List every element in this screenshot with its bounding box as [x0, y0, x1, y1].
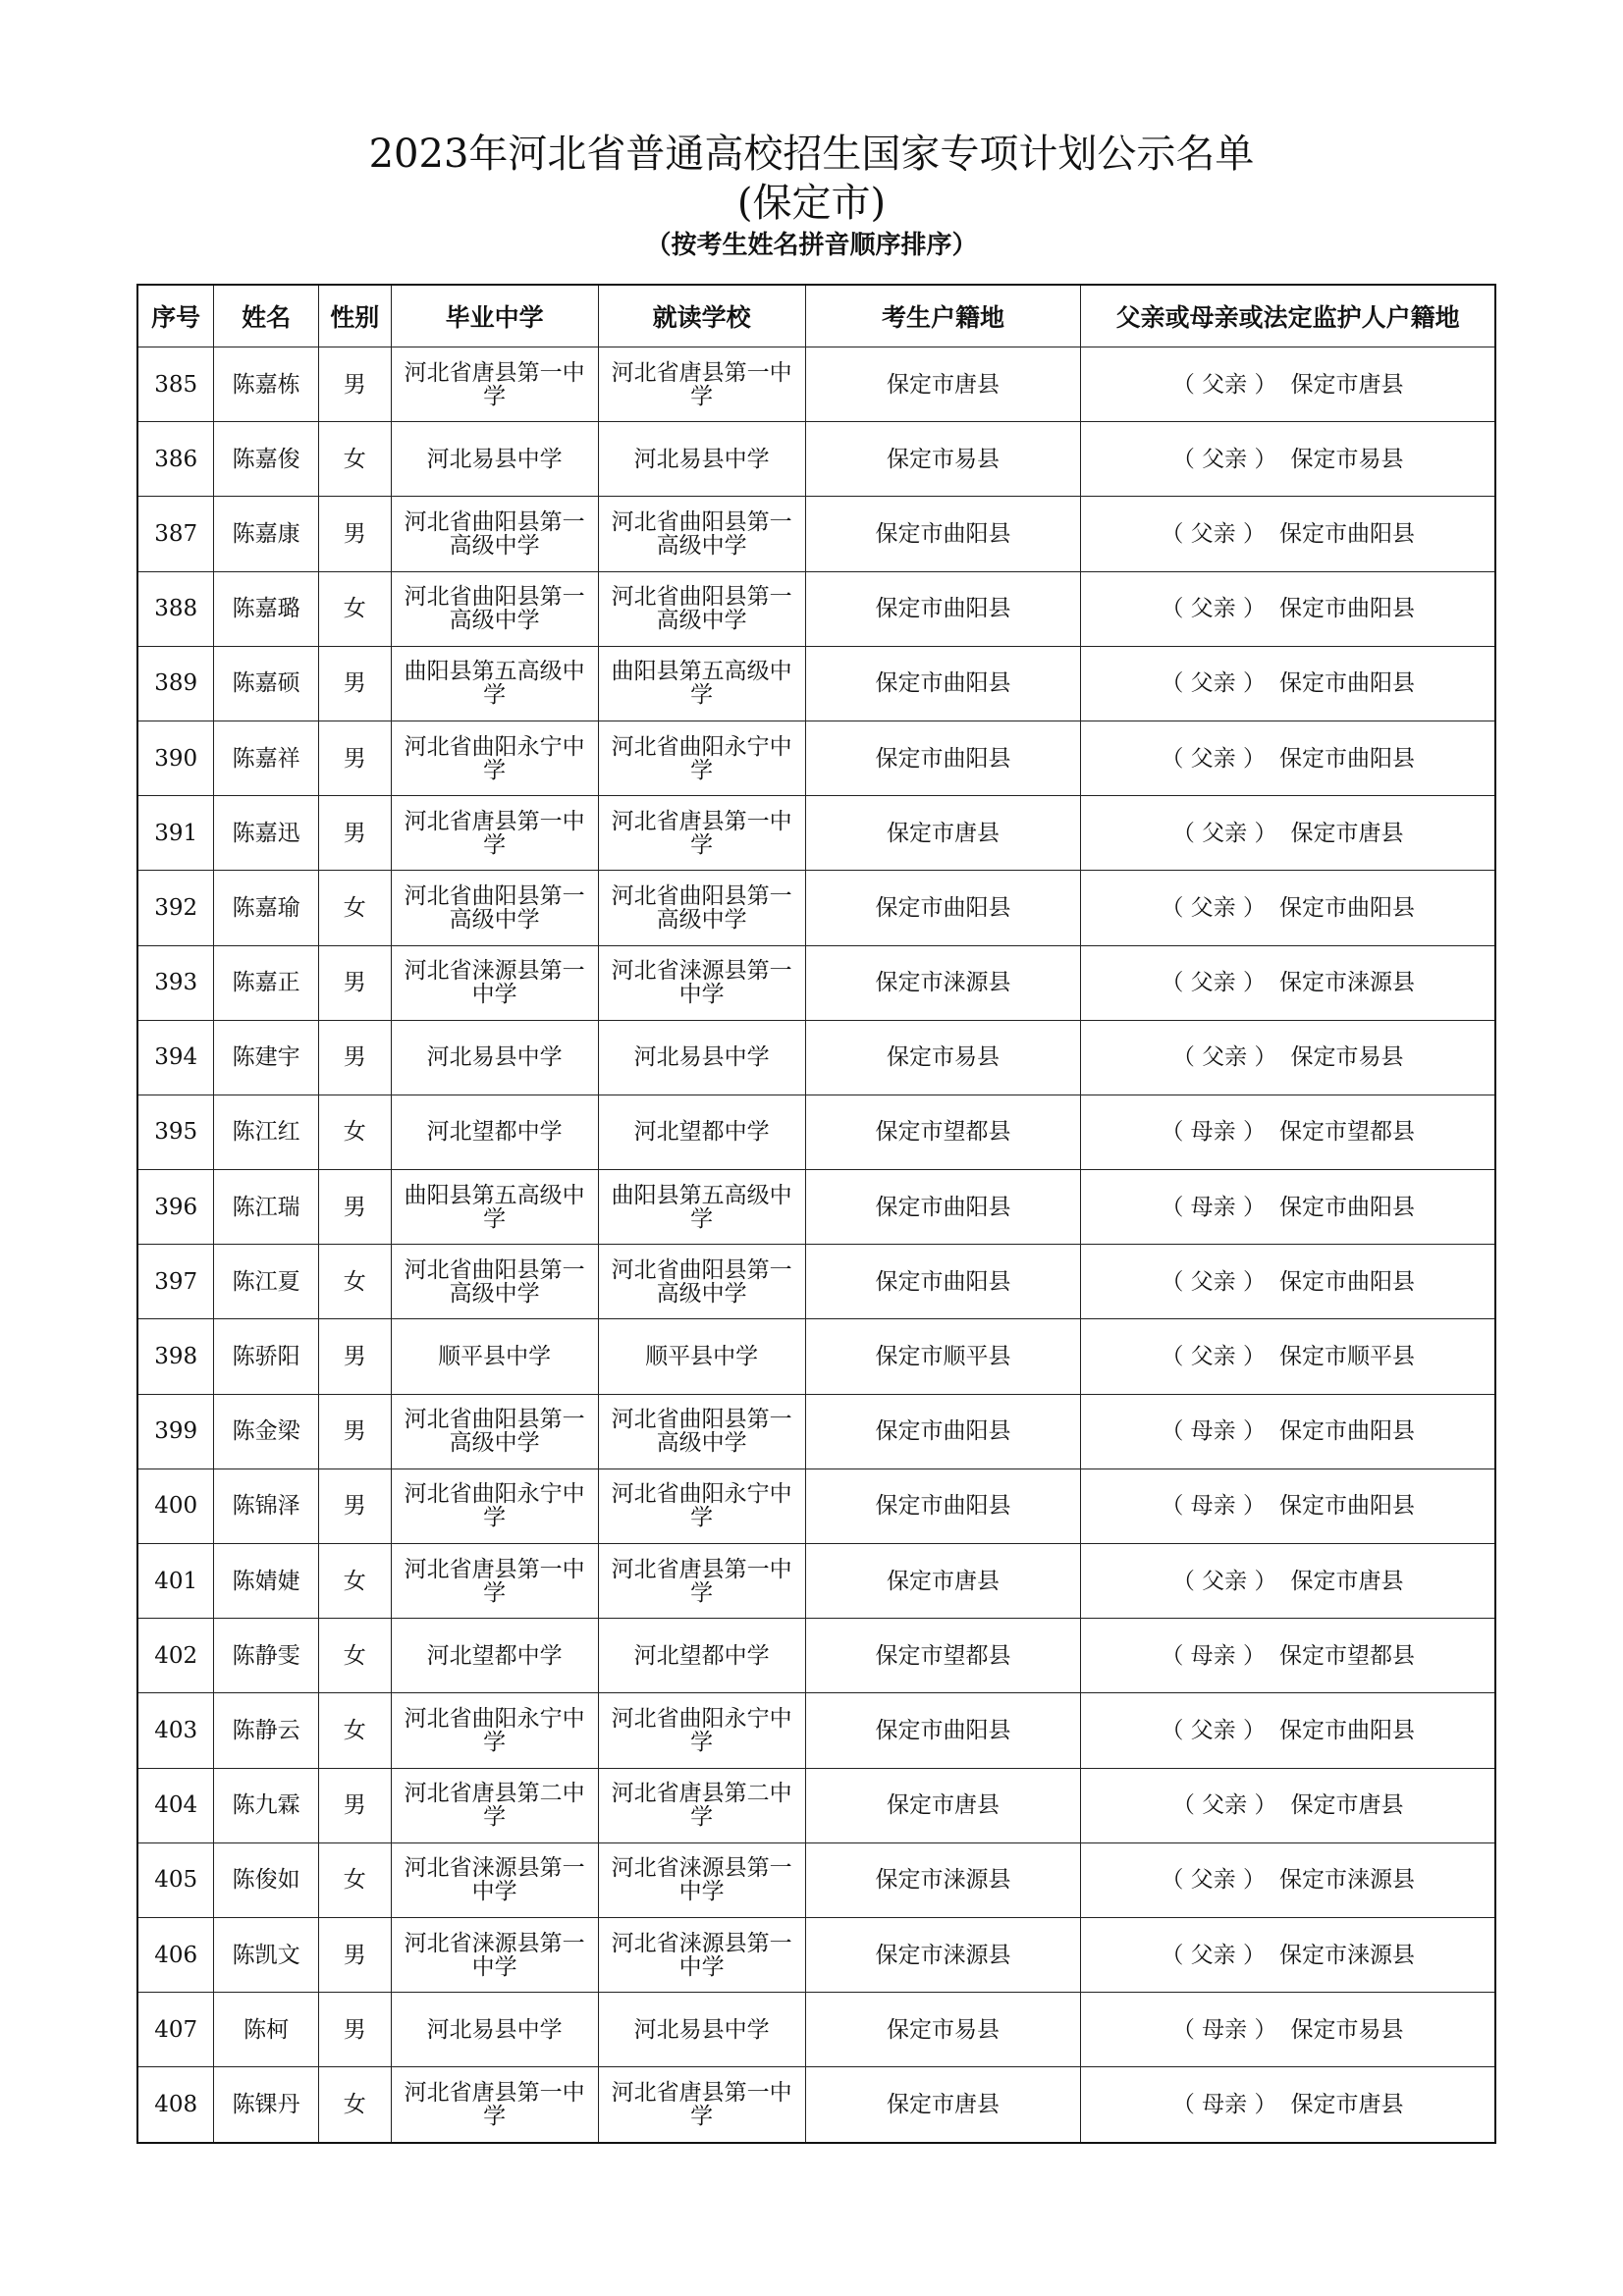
header-gender: 性别 [318, 285, 391, 347]
cell-guardian [1081, 1544, 1495, 1619]
cell-guardian [1081, 871, 1495, 945]
cell-household: 保定市唐县 [805, 796, 1081, 871]
guardian-relation: （ 父亲 ） [1161, 1268, 1266, 1295]
guardian-relation: （ 父亲 ） [1171, 1568, 1277, 1594]
cell-study-school: 河北易县中学 [598, 422, 805, 497]
table-row [137, 1768, 1495, 1842]
cell-study-school: 河北省曲阳永宁中学 [598, 1468, 805, 1543]
table-row [137, 1842, 1495, 1917]
cell-gender: 男 [318, 1917, 391, 1992]
guardian-relation: （ 父亲 ） [1161, 1942, 1266, 1968]
header-study-school: 就读学校 [598, 285, 805, 347]
guardian-relation: （ 父亲 ） [1161, 1717, 1266, 1743]
cell-gender: 女 [318, 871, 391, 945]
cell-seq: 406 [137, 1917, 214, 1992]
cell-household: 保定市涞源县 [805, 1842, 1081, 1917]
cell-guardian [1081, 1319, 1495, 1394]
cell-name: 陈江瑞 [214, 1170, 319, 1245]
header-seq: 序号 [137, 285, 214, 347]
cell-name: 陈嘉俊 [214, 422, 319, 497]
cell-seq: 387 [137, 497, 214, 571]
cell-household: 保定市曲阳县 [805, 1394, 1081, 1468]
guardian-place: 保定市涞源县 [1279, 1942, 1415, 1968]
table-row [137, 945, 1495, 1020]
guardian-relation: （ 父亲 ） [1171, 371, 1277, 398]
cell-grad-school: 河北省唐县第一中学 [391, 2067, 598, 2143]
guardian-place: 保定市易县 [1290, 2016, 1404, 2043]
cell-guardian [1081, 2067, 1495, 2143]
cell-study-school: 顺平县中学 [598, 1319, 805, 1394]
cell-seq: 391 [137, 796, 214, 871]
cell-seq: 390 [137, 721, 214, 795]
table-row [137, 646, 1495, 721]
guardian-place: 保定市唐县 [1290, 371, 1404, 398]
cell-gender: 男 [318, 1394, 391, 1468]
cell-name: 陈婧婕 [214, 1544, 319, 1619]
cell-household: 保定市曲阳县 [805, 1245, 1081, 1319]
table-row [137, 1245, 1495, 1319]
cell-guardian [1081, 1394, 1495, 1468]
cell-gender: 男 [318, 796, 391, 871]
guardian-relation: （ 母亲 ） [1161, 1418, 1266, 1445]
cell-gender: 女 [318, 1544, 391, 1619]
cell-gender: 女 [318, 571, 391, 646]
cell-guardian [1081, 422, 1495, 497]
guardian-relation: （ 母亲 ） [1171, 2091, 1277, 2117]
cell-guardian [1081, 497, 1495, 571]
cell-guardian [1081, 1468, 1495, 1543]
table-row [137, 2067, 1495, 2143]
cell-guardian [1081, 571, 1495, 646]
cell-name: 陈金梁 [214, 1394, 319, 1468]
cell-name: 陈建宇 [214, 1020, 319, 1095]
cell-name: 陈嘉祥 [214, 721, 319, 795]
guardian-relation: （ 父亲 ） [1161, 1867, 1266, 1894]
cell-study-school: 曲阳县第五高级中学 [598, 646, 805, 721]
guardian-relation: （ 父亲 ） [1161, 745, 1266, 772]
guardian-relation: （ 父亲 ） [1171, 820, 1277, 846]
cell-study-school: 河北省曲阳县第一高级中学 [598, 571, 805, 646]
cell-grad-school: 顺平县中学 [391, 1319, 598, 1394]
cell-study-school: 河北省涞源县第一中学 [598, 1917, 805, 1992]
cell-seq: 393 [137, 945, 214, 1020]
guardian-place: 保定市唐县 [1290, 1568, 1404, 1594]
cell-household: 保定市唐县 [805, 1768, 1081, 1842]
cell-seq: 404 [137, 1768, 214, 1842]
guardian-place: 保定市易县 [1290, 1044, 1404, 1071]
cell-name: 陈柯 [214, 1993, 319, 2067]
cell-grad-school: 河北省涞源县第一中学 [391, 1917, 598, 1992]
table-row [137, 1319, 1495, 1394]
cell-grad-school: 河北省曲阳永宁中学 [391, 1468, 598, 1543]
cell-study-school: 河北省唐县第一中学 [598, 1544, 805, 1619]
guardian-relation: （ 母亲 ） [1171, 2016, 1277, 2043]
cell-gender: 女 [318, 1095, 391, 1169]
cell-guardian [1081, 646, 1495, 721]
cell-seq: 408 [137, 2067, 214, 2143]
table-row [137, 422, 1495, 497]
cell-study-school: 河北省曲阳永宁中学 [598, 1693, 805, 1768]
cell-grad-school: 河北易县中学 [391, 422, 598, 497]
cell-grad-school: 河北省曲阳县第一高级中学 [391, 571, 598, 646]
cell-gender: 女 [318, 1693, 391, 1768]
cell-grad-school: 河北省曲阳县第一高级中学 [391, 1245, 598, 1319]
cell-household: 保定市望都县 [805, 1095, 1081, 1169]
cell-household: 保定市易县 [805, 1020, 1081, 1095]
cell-gender: 男 [318, 347, 391, 422]
cell-name: 陈嘉栋 [214, 347, 319, 422]
guardian-place: 保定市曲阳县 [1279, 1717, 1415, 1743]
cell-guardian [1081, 1095, 1495, 1169]
header-guardian: 父亲或母亲或法定监护人户籍地 [1081, 285, 1495, 347]
cell-seq: 396 [137, 1170, 214, 1245]
cell-study-school: 河北省唐县第二中学 [598, 1768, 805, 1842]
roster-table [136, 284, 1496, 2144]
guardian-place: 保定市顺平县 [1279, 1344, 1415, 1370]
cell-household: 保定市涞源县 [805, 1917, 1081, 1992]
cell-guardian [1081, 1693, 1495, 1768]
cell-gender: 男 [318, 646, 391, 721]
cell-gender: 女 [318, 1619, 391, 1693]
cell-study-school: 河北省唐县第一中学 [598, 2067, 805, 2143]
cell-name: 陈静云 [214, 1693, 319, 1768]
cell-guardian [1081, 1619, 1495, 1693]
guardian-place: 保定市曲阳县 [1279, 596, 1415, 622]
cell-study-school: 河北省涞源县第一中学 [598, 1842, 805, 1917]
header-name: 姓名 [214, 285, 319, 347]
cell-guardian [1081, 1170, 1495, 1245]
guardian-place: 保定市曲阳县 [1279, 1194, 1415, 1220]
cell-gender: 男 [318, 1993, 391, 2067]
cell-gender: 男 [318, 1768, 391, 1842]
cell-grad-school: 河北望都中学 [391, 1619, 598, 1693]
cell-gender: 男 [318, 1170, 391, 1245]
table-row [137, 871, 1495, 945]
cell-grad-school: 河北省曲阳永宁中学 [391, 1693, 598, 1768]
cell-seq: 400 [137, 1468, 214, 1543]
document-title: 2023年河北省普通高校招生国家专项计划公示名单 [368, 132, 1255, 177]
cell-seq: 389 [137, 646, 214, 721]
table-row [137, 1544, 1495, 1619]
guardian-relation: （ 母亲 ） [1161, 1493, 1266, 1520]
cell-guardian [1081, 1020, 1495, 1095]
guardian-place: 保定市曲阳县 [1279, 1418, 1415, 1445]
cell-grad-school: 曲阳县第五高级中学 [391, 1170, 598, 1245]
guardian-place: 保定市易县 [1290, 446, 1404, 472]
cell-name: 陈凯文 [214, 1917, 319, 1992]
header-grad-school: 毕业中学 [391, 285, 598, 347]
cell-gender: 女 [318, 1842, 391, 1917]
cell-grad-school: 河北省涞源县第一中学 [391, 945, 598, 1020]
cell-name: 陈嘉正 [214, 945, 319, 1020]
table-row [137, 1619, 1495, 1693]
cell-study-school: 河北省唐县第一中学 [598, 796, 805, 871]
table-row [137, 1170, 1495, 1245]
cell-grad-school: 河北省唐县第一中学 [391, 796, 598, 871]
cell-seq: 388 [137, 571, 214, 646]
cell-guardian [1081, 1917, 1495, 1992]
cell-seq: 402 [137, 1619, 214, 1693]
cell-gender: 男 [318, 1468, 391, 1543]
guardian-place: 保定市唐县 [1290, 820, 1404, 846]
table-row [137, 1917, 1495, 1992]
cell-household: 保定市唐县 [805, 2067, 1081, 2143]
cell-name: 陈嘉璐 [214, 571, 319, 646]
cell-study-school: 河北望都中学 [598, 1619, 805, 1693]
guardian-place: 保定市涞源县 [1279, 1867, 1415, 1894]
cell-guardian [1081, 1993, 1495, 2067]
cell-name: 陈嘉瑜 [214, 871, 319, 945]
cell-seq: 401 [137, 1544, 214, 1619]
cell-seq: 398 [137, 1319, 214, 1394]
cell-name: 陈嘉迅 [214, 796, 319, 871]
guardian-place: 保定市曲阳县 [1279, 670, 1415, 697]
roster-body [137, 347, 1495, 2143]
cell-grad-school: 河北省唐县第一中学 [391, 347, 598, 422]
guardian-relation: （ 父亲 ） [1161, 596, 1266, 622]
cell-study-school: 曲阳县第五高级中学 [598, 1170, 805, 1245]
table-row [137, 1394, 1495, 1468]
cell-seq: 392 [137, 871, 214, 945]
cell-name: 陈锞丹 [214, 2067, 319, 2143]
guardian-relation: （ 母亲 ） [1161, 1642, 1266, 1669]
cell-seq: 397 [137, 1245, 214, 1319]
table-row [137, 796, 1495, 871]
cell-household: 保定市曲阳县 [805, 571, 1081, 646]
cell-grad-school: 河北易县中学 [391, 1993, 598, 2067]
cell-name: 陈九霖 [214, 1768, 319, 1842]
cell-household: 保定市唐县 [805, 1544, 1081, 1619]
cell-household: 保定市唐县 [805, 347, 1081, 422]
cell-gender: 男 [318, 497, 391, 571]
cell-seq: 403 [137, 1693, 214, 1768]
cell-household: 保定市顺平县 [805, 1319, 1081, 1394]
cell-household: 保定市曲阳县 [805, 1170, 1081, 1245]
table-row [137, 1095, 1495, 1169]
cell-grad-school: 河北省曲阳县第一高级中学 [391, 1394, 598, 1468]
guardian-place: 保定市曲阳县 [1279, 1493, 1415, 1520]
cell-grad-school: 河北易县中学 [391, 1020, 598, 1095]
cell-guardian [1081, 1768, 1495, 1842]
guardian-relation: （ 父亲 ） [1161, 670, 1266, 697]
cell-gender: 男 [318, 1020, 391, 1095]
cell-study-school: 河北省唐县第一中学 [598, 347, 805, 422]
cell-guardian [1081, 1245, 1495, 1319]
cell-name: 陈江红 [214, 1095, 319, 1169]
cell-household: 保定市曲阳县 [805, 721, 1081, 795]
cell-household: 保定市曲阳县 [805, 871, 1081, 945]
cell-seq: 386 [137, 422, 214, 497]
cell-household: 保定市易县 [805, 1993, 1081, 2067]
guardian-relation: （ 父亲 ） [1171, 1044, 1277, 1071]
cell-study-school: 河北省曲阳县第一高级中学 [598, 1245, 805, 1319]
cell-seq: 395 [137, 1095, 214, 1169]
cell-seq: 399 [137, 1394, 214, 1468]
cell-name: 陈骄阳 [214, 1319, 319, 1394]
cell-grad-school: 河北省曲阳永宁中学 [391, 721, 598, 795]
cell-household: 保定市易县 [805, 422, 1081, 497]
cell-guardian [1081, 1842, 1495, 1917]
cell-study-school: 河北易县中学 [598, 1020, 805, 1095]
cell-study-school: 河北省曲阳县第一高级中学 [598, 871, 805, 945]
cell-guardian [1081, 945, 1495, 1020]
cell-study-school: 河北望都中学 [598, 1095, 805, 1169]
cell-gender: 女 [318, 1245, 391, 1319]
table-row [137, 721, 1495, 795]
cell-name: 陈江夏 [214, 1245, 319, 1319]
cell-name: 陈嘉硕 [214, 646, 319, 721]
cell-grad-school: 河北省涞源县第一中学 [391, 1842, 598, 1917]
guardian-relation: （ 父亲 ） [1161, 970, 1266, 996]
guardian-place: 保定市曲阳县 [1279, 1268, 1415, 1295]
cell-household: 保定市涞源县 [805, 945, 1081, 1020]
guardian-place: 保定市涞源县 [1279, 970, 1415, 996]
cell-name: 陈锦泽 [214, 1468, 319, 1543]
cell-seq: 405 [137, 1842, 214, 1917]
guardian-place: 保定市唐县 [1290, 2091, 1404, 2117]
header-row [137, 285, 1495, 347]
cell-grad-school: 河北省曲阳县第一高级中学 [391, 497, 598, 571]
cell-name: 陈嘉康 [214, 497, 319, 571]
guardian-relation: （ 父亲 ） [1161, 1344, 1266, 1370]
guardian-place: 保定市曲阳县 [1279, 745, 1415, 772]
document-subtitle: (保定市) [736, 181, 887, 226]
guardian-relation: （ 父亲 ） [1171, 446, 1277, 472]
cell-grad-school: 河北望都中学 [391, 1095, 598, 1169]
table-row [137, 1693, 1495, 1768]
table-row [137, 1993, 1495, 2067]
cell-grad-school: 河北省曲阳县第一高级中学 [391, 871, 598, 945]
cell-gender: 女 [318, 422, 391, 497]
cell-household: 保定市曲阳县 [805, 1468, 1081, 1543]
table-row [137, 1020, 1495, 1095]
cell-name: 陈静雯 [214, 1619, 319, 1693]
table-row [137, 497, 1495, 571]
cell-guardian [1081, 347, 1495, 422]
cell-study-school: 河北省涞源县第一中学 [598, 945, 805, 1020]
table-row [137, 1468, 1495, 1543]
cell-gender: 男 [318, 721, 391, 795]
guardian-relation: （ 父亲 ） [1161, 520, 1266, 547]
cell-household: 保定市曲阳县 [805, 1693, 1081, 1768]
guardian-place: 保定市唐县 [1290, 1792, 1404, 1819]
cell-grad-school: 河北省唐县第二中学 [391, 1768, 598, 1842]
cell-grad-school: 曲阳县第五高级中学 [391, 646, 598, 721]
cell-study-school: 河北省曲阳县第一高级中学 [598, 497, 805, 571]
cell-household: 保定市望都县 [805, 1619, 1081, 1693]
cell-seq: 407 [137, 1993, 214, 2067]
sort-note: （按考生姓名拼音顺序排序） [645, 231, 978, 260]
guardian-place: 保定市望都县 [1279, 1119, 1415, 1146]
table-row [137, 347, 1495, 422]
cell-name: 陈俊如 [214, 1842, 319, 1917]
cell-household: 保定市曲阳县 [805, 497, 1081, 571]
cell-guardian [1081, 721, 1495, 795]
cell-gender: 男 [318, 945, 391, 1020]
guardian-relation: （ 父亲 ） [1161, 894, 1266, 921]
cell-seq: 394 [137, 1020, 214, 1095]
cell-seq: 385 [137, 347, 214, 422]
guardian-place: 保定市望都县 [1279, 1642, 1415, 1669]
cell-household: 保定市曲阳县 [805, 646, 1081, 721]
table-row [137, 571, 1495, 646]
cell-study-school: 河北易县中学 [598, 1993, 805, 2067]
cell-study-school: 河北省曲阳县第一高级中学 [598, 1394, 805, 1468]
cell-gender: 男 [318, 1319, 391, 1394]
cell-grad-school: 河北省唐县第一中学 [391, 1544, 598, 1619]
guardian-relation: （ 母亲 ） [1161, 1119, 1266, 1146]
guardian-relation: （ 父亲 ） [1171, 1792, 1277, 1819]
guardian-relation: （ 母亲 ） [1161, 1194, 1266, 1220]
guardian-place: 保定市曲阳县 [1279, 894, 1415, 921]
cell-guardian [1081, 796, 1495, 871]
cell-gender: 女 [318, 2067, 391, 2143]
cell-study-school: 河北省曲阳永宁中学 [598, 721, 805, 795]
header-household: 考生户籍地 [805, 285, 1081, 347]
guardian-place: 保定市曲阳县 [1279, 520, 1415, 547]
